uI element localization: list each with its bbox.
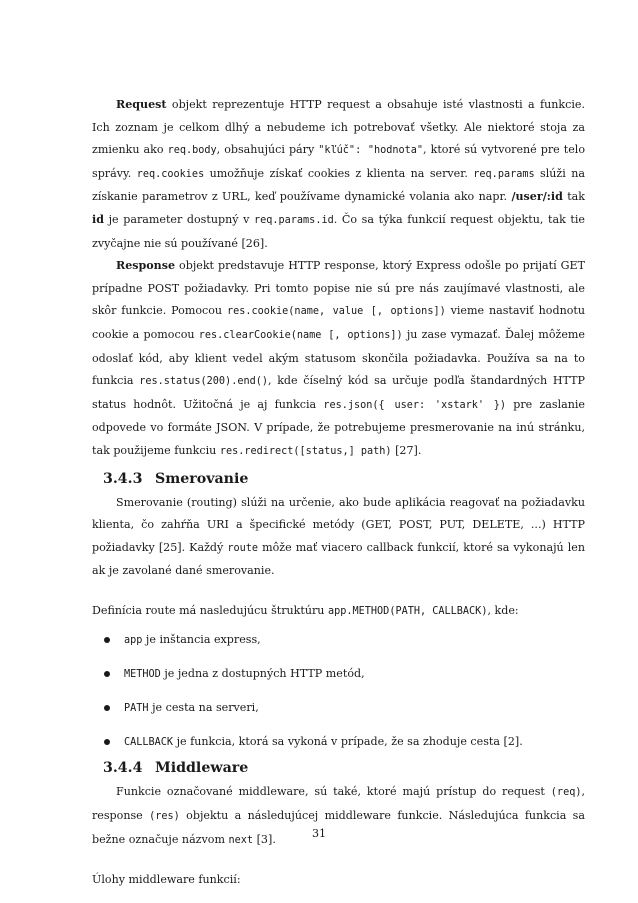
code-res-clearcookie: res.clearCookie(name [, options])	[198, 329, 403, 341]
paragraph-request: Request objekt reprezentuje HTTP request a obsahuje isté vlastnosti a funkcie. Ich zoznam je celkom dlhý a nebudeme ich potrebovať všetky. Ale niektoré stoja za zmienku ako req.body, obsahujúci páry "kľúč": "hodnota", ktoré sú vytvorené pre telo správy. req.cookies umožňuje získať cookies z klienta na server. req.params slúži na získanie parametrov z URL, keď používame dynamické volania ako napr. /user/:id tak id je parameter dostupný v req.params.id. Čo sa týka funkcií request objektu, tak tie zvyčajne nie sú používané [26].	[92, 98, 586, 250]
term-response: Response	[116, 259, 176, 273]
code-res-status: res.status(200).end()	[139, 376, 268, 388]
list-item: CALLBACK je funkcia, ktorá sa vykoná v prípade, že sa zhoduje cesta [2].	[92, 731, 585, 754]
section-number: 3.4.3	[103, 470, 143, 487]
code-req-body: req.body	[167, 145, 217, 157]
code-req: (req)	[550, 787, 582, 799]
list-item: METHOD je jedna z dostupných HTTP metód,	[92, 663, 585, 686]
paragraph-routing: Smerovanie (routing) slúži na určenie, ako bude aplikácia reagovať na požiadavku klienta, čo zahŕňa URI a špecifické metódy (GET, POST, PUT, DELETE, ...) HTTP požiadavky [25]. Každý route môže mať viacero callback funkcií, ktoré sa vykonajú len ak je zavolané dané smerovanie.	[92, 495, 585, 578]
paragraph-response: Response objekt predstavuje HTTP response, ktorý Express odošle po prijatí GET prípadne POST požiadavky. Pri tomto popise nie sú pre nás zaujímavé vlastnosti, ale skôr funkcie. Pomocou res.cookie(name, value [, options]) vieme nastaviť hodnotu cookie a pomocou res.clearCookie(name [, options]) ju zase vymazať. Ďalej môžeme odoslať kód, aby klient vedel akým statusom skončila požiadavka. Používa sa na to funkcia res.status(200).end(), kde číselný kód sa určuje podľa štandardných HTTP status hodnôt. Užitočná je aj funkcia res.json({ user: 'xstark' }) pre zaslanie odpovede vo formáte JSON. V prípade, že potrebujeme presmerovanie na inú stránku, tak použijeme funkciu res.redirect([status,] path) [27].	[92, 259, 585, 457]
code-res-cookie: res.cookie(name, value [, options])	[226, 306, 446, 318]
section-heading-middleware	[92, 757, 585, 779]
term-user-id: /user/:id	[511, 190, 563, 204]
code-res: (res)	[149, 811, 180, 823]
section-title: Middleware	[155, 760, 249, 777]
code-next: next	[228, 834, 254, 846]
route-parts-list	[92, 629, 585, 754]
paragraph-middleware-tasks: Úlohy middleware funkcií:	[92, 873, 241, 887]
page-content	[92, 94, 585, 892]
code-req-cookies: req.cookies	[136, 168, 205, 180]
list-item: app je inštancia express,	[92, 629, 585, 652]
paragraph-gap	[92, 852, 585, 869]
section-title: Smerovanie	[155, 470, 249, 487]
paragraph-route-definition: Definícia route má nasledujúcu štruktúru app.METHOD(PATH, CALLBACK), kde:	[92, 603, 519, 617]
paragraph-middleware: Funkcie označované middleware, sú také, ktoré majú prístup do request (req), response (res) objektu a následujúcej middleware funkcie. Následujúca funkcia sa bežne označuje názvom next [3].	[92, 785, 585, 846]
section-heading-smerovanie	[92, 468, 585, 490]
term-id: id	[92, 212, 104, 226]
code-req-params: req.params	[473, 168, 535, 180]
paragraph-gap	[92, 583, 585, 600]
code-route: route	[227, 542, 259, 554]
code-key-value: "kľúč": "hodnota"	[318, 145, 424, 157]
page-number: 31	[311, 827, 327, 840]
section-number: 3.4.4	[103, 760, 143, 777]
code-app-method: app.METHOD(PATH, CALLBACK)	[327, 605, 488, 617]
list-item: PATH je cesta na serveri,	[92, 697, 585, 720]
code-res-json: res.json({ user: 'xstark' })	[323, 399, 507, 411]
code-res-redirect: res.redirect([status,] path)	[219, 445, 392, 457]
code-req-params-id: req.params.id	[253, 214, 334, 226]
term-request: Request	[116, 98, 167, 111]
